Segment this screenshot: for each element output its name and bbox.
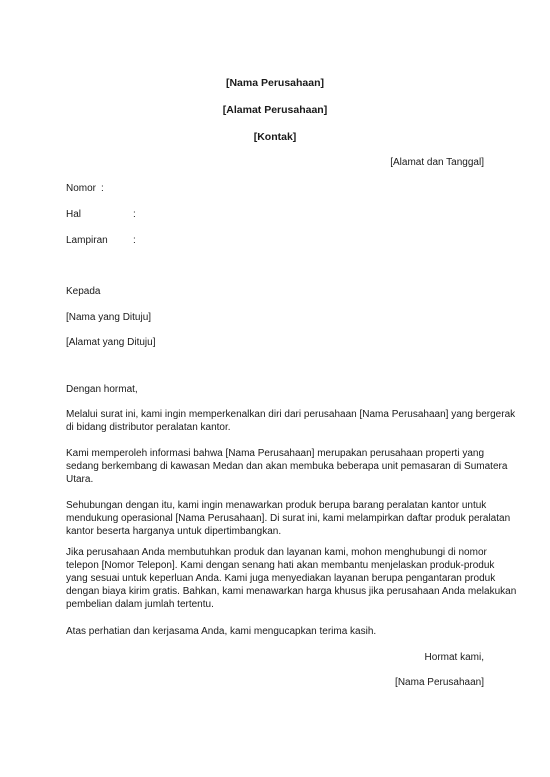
body-paragraph-1	[66, 408, 516, 434]
paragraph-line: sedang berkembang di kawasan Medan dan akan membuka beberapa unit pemasaran di Sumatera	[66, 461, 508, 472]
paragraph-line: Sehubungan dengan itu, kami ingin menawarkan produk berupa barang peralatan kantor untuk	[66, 500, 487, 511]
recipient-name: [Nama yang Dituju]	[66, 312, 152, 323]
paragraph-line: Jika perusahaan Anda membutuhkan produk dan layanan kami, mohon menghubungi di nomor	[66, 547, 487, 558]
company-name-heading: [Nama Perusahaan]	[225, 77, 325, 89]
paragraph-line: telepon [Nomor Telepon]. Kami dengan senang hati akan membantu menjelaskan produk-produk	[66, 560, 495, 571]
paragraph-line: Melalui surat ini, kami ingin memperkenalkan diri dari perusahaan [Nama Perusahaan] yang bergerak	[66, 409, 516, 420]
body-paragraph-3	[66, 499, 511, 538]
paragraph-line: Utara.	[66, 474, 94, 485]
salutation: Dengan hormat,	[66, 384, 138, 395]
body-paragraph-2	[66, 447, 508, 486]
closing-sentence: Atas perhatian dan kerjasama Anda, kami mengucapkan terima kasih.	[66, 626, 377, 637]
signoff: Hormat kami,	[424, 652, 484, 663]
paragraph-line: mendukung operasional [Nama Perusahaan]. Di surat ini, kami melampirkan daftar produk peralatan	[66, 513, 511, 524]
nomor-colon: :	[101, 183, 104, 194]
nomor-label: Nomor	[66, 183, 97, 194]
signature-name: [Nama Perusahaan]	[395, 677, 484, 688]
paragraph-line: dengan biaya kirim gratis. Bahkan, kami menawarkan harga khusus jika perusahaan Anda melakukan	[66, 586, 517, 597]
lampiran-label: Lampiran	[66, 235, 108, 246]
place-date: [Alamat dan Tanggal]	[390, 157, 484, 168]
paragraph-line: di bidang distributor peralatan kantor.	[66, 422, 231, 433]
paragraph-line: yang sesuai untuk keperluan Anda. Kami juga menyediakan layanan berupa pengantaran produk	[66, 573, 496, 584]
paragraph-line: kantor beserta harganya untuk dipertimbangkan.	[66, 526, 282, 537]
paragraph-line: Kami memperoleh informasi bahwa [Nama Perusahaan] merupakan perusahaan properti yang	[66, 448, 485, 459]
hal-label: Hal	[66, 209, 82, 220]
body-paragraph-4	[66, 546, 517, 611]
recipient-address: [Alamat yang Dituju]	[66, 337, 156, 348]
paragraph-line: pembelian dalam jumlah tertentu.	[66, 599, 214, 610]
company-address-heading: [Alamat Perusahaan]	[222, 104, 328, 116]
recipient-to-label: Kepada	[66, 286, 101, 297]
hal-colon: :	[133, 209, 136, 220]
lampiran-colon: :	[133, 235, 136, 246]
contact-heading: [Kontak]	[253, 131, 297, 143]
